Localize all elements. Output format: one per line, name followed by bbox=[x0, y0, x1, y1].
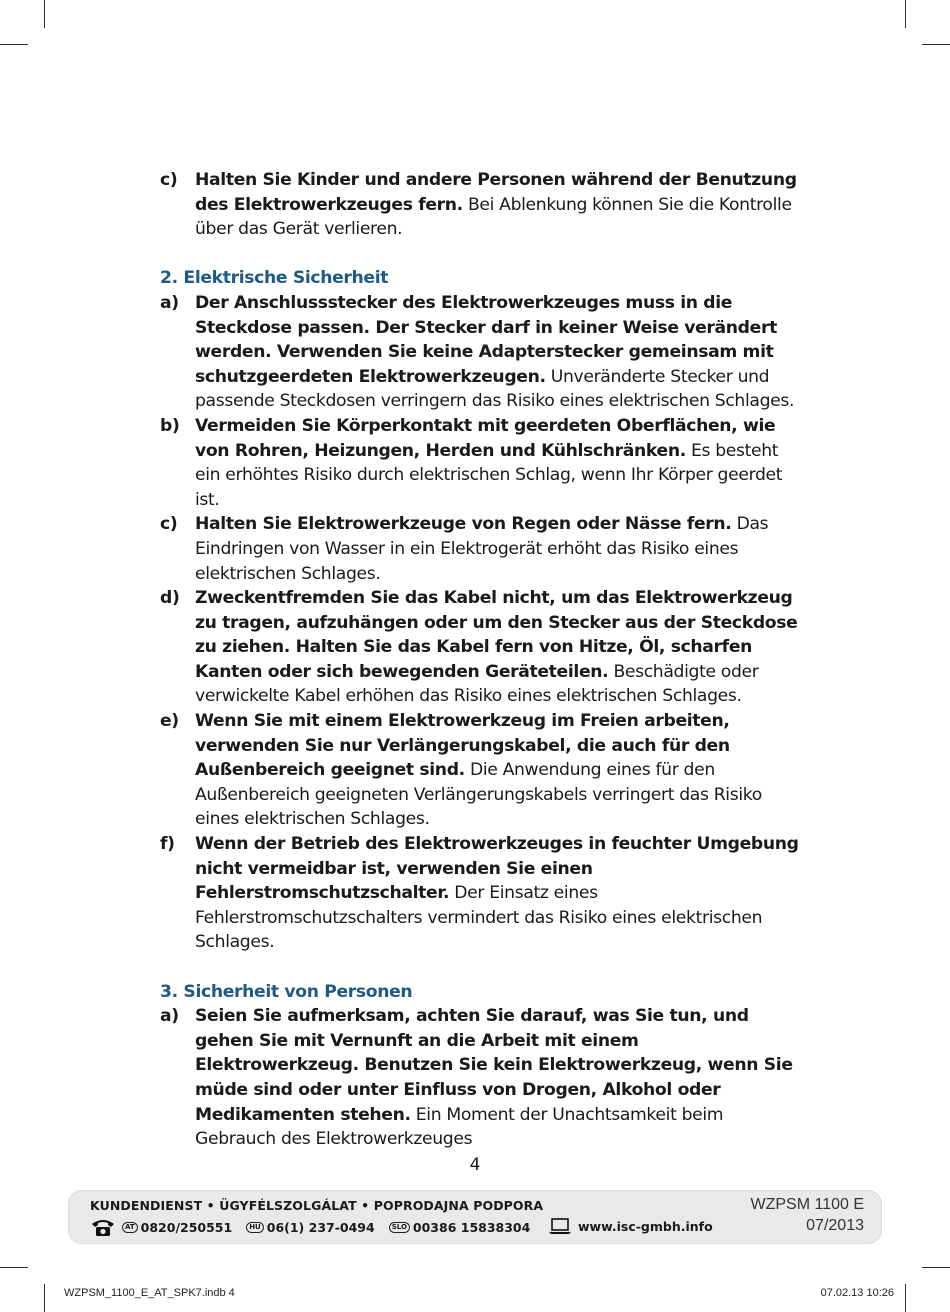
item-bold-text: Halten Sie Elektrowerkzeuge von Regen oder Nässe fern. bbox=[195, 514, 732, 535]
item-bold-text: Wenn der Betrieb des Elektrowerkzeuges in feuchter Umgebung nicht vermeidbar ist, verwenden Sie einen Fehlerstromschutzschalter. bbox=[195, 834, 799, 904]
document-body bbox=[160, 168, 800, 1152]
item-plain-text: Es besteht ein erhöhtes Risiko durch elektrischen Schlag, wenn Ihr Körper geerdet ist. bbox=[195, 440, 783, 510]
phone-number: 06(1) 237-0494 bbox=[266, 1219, 375, 1235]
item-text bbox=[195, 709, 800, 832]
laptop-icon bbox=[548, 1217, 572, 1235]
section-heading: 2. Elektrische Sicherheit bbox=[160, 268, 389, 289]
phone-slo bbox=[389, 1220, 531, 1235]
item-plain-text: Die Anwendung eines für den Außenbereich geeigneten Verlängerungskabels verringert das Risiko eines elektrischen Schlages. bbox=[195, 760, 762, 830]
item-label: b) bbox=[160, 415, 180, 436]
phone-line bbox=[90, 1217, 544, 1237]
item-bold-text: Vermeiden Sie Körperkontakt mit geerdeten Oberflächen, wie von Rohren, Heizungen, Herden und Kühlschränken. bbox=[195, 415, 776, 461]
item-plain-text: Der Einsatz eines Fehlerstromschutzschalters vermindert das Risiko eines elektrischen Schlages. bbox=[195, 883, 763, 953]
slug-timestamp: 07.02.13 10:26 bbox=[820, 1287, 894, 1299]
list-item bbox=[160, 168, 800, 242]
crop-mark bbox=[905, 0, 906, 28]
footer-bar bbox=[68, 1190, 882, 1244]
crop-mark bbox=[0, 1267, 28, 1268]
item-plain-text: Beschädigte oder verwickelte Kabel erhöhen das Risiko eines elektrischen Schlages. bbox=[195, 661, 759, 707]
item-label: c) bbox=[160, 170, 178, 190]
list-item bbox=[160, 414, 800, 512]
item-text bbox=[195, 512, 800, 586]
crop-mark bbox=[0, 44, 28, 45]
item-text bbox=[195, 586, 800, 709]
item-plain-text: Das Eindringen von Wasser in ein Elektrogerät erhöht das Risiko eines elektrischen Schlages. bbox=[195, 514, 769, 584]
crop-mark bbox=[922, 44, 950, 45]
crop-mark bbox=[905, 1284, 906, 1312]
list-item bbox=[160, 709, 800, 832]
country-badge: AT bbox=[122, 1222, 138, 1233]
slug-file: WZPSM_1100_E_AT_SPK7.indb 4 bbox=[64, 1287, 235, 1299]
item-text bbox=[195, 291, 800, 414]
phone-at bbox=[122, 1220, 232, 1235]
website-link[interactable]: www.isc-gmbh.info bbox=[578, 1218, 713, 1234]
item-text bbox=[195, 168, 800, 242]
item-plain-text: Bei Ablenkung können Sie die Kontrolle über das Gerät verlieren. bbox=[195, 194, 792, 240]
model-block bbox=[750, 1194, 864, 1236]
item-label: e) bbox=[160, 711, 179, 732]
model-date: 07/2013 bbox=[806, 1217, 864, 1234]
crop-mark bbox=[44, 1284, 45, 1312]
phone-number: 00386 15838304 bbox=[412, 1219, 531, 1235]
item-bold-text: Wenn Sie mit einem Elektrowerkzeug im Freien arbeiten, verwenden Sie nur Verlängerungskabel, die auch für den Außenbereich geeignet sind. bbox=[195, 711, 730, 781]
item-bold-text: Der Anschlussstecker des Elektrowerkzeuges muss in die Steckdose passen. Der Stecker darf in keiner Weise verändert werden. Verwenden Sie keine Adapterstecker gemeinsam mit schutzgeerdeten Elektrowerkzeugen. bbox=[195, 292, 777, 387]
item-text bbox=[195, 414, 800, 512]
list-item bbox=[160, 832, 800, 955]
country-badge: HU bbox=[246, 1222, 264, 1233]
item-plain-text: Ein Moment der Unachtsamkeit beim Gebrauch des Elektrowerkzeuges bbox=[195, 1104, 724, 1150]
country-badge: SLO bbox=[389, 1222, 410, 1233]
crop-mark bbox=[922, 1267, 950, 1268]
model-number: WZPSM 1100 E bbox=[750, 1196, 864, 1213]
section-heading: 3. Sicherheit von Personen bbox=[160, 981, 413, 1002]
website[interactable] bbox=[548, 1217, 713, 1235]
item-bold-text: Halten Sie Kinder und andere Personen während der Benutzung des Elektrowerkzeuges fern. bbox=[195, 170, 797, 215]
item-bold-text: Seien Sie aufmerksam, achten Sie darauf, was Sie tun, und gehen Sie mit Vernunft an die Arbeit mit einem Elektrowerkzeug. Benutzen Sie kein Elektrowerkzeug, wenn Sie müde sind oder unter Einfluss von Drogen, Alkohol oder Medikamenten stehen. bbox=[195, 1006, 793, 1125]
crop-mark bbox=[44, 0, 45, 28]
phone-hu bbox=[246, 1220, 375, 1235]
phone-icon bbox=[90, 1217, 116, 1237]
item-text bbox=[195, 1004, 800, 1152]
item-label: a) bbox=[160, 292, 179, 313]
page-number: 4 bbox=[469, 1155, 481, 1175]
list-item bbox=[160, 586, 800, 709]
list-item bbox=[160, 512, 800, 586]
list-item bbox=[160, 1004, 800, 1152]
item-label: f) bbox=[160, 834, 175, 855]
item-text bbox=[195, 832, 800, 955]
item-plain-text: Unveränderte Stecker und passende Steckdosen verringern das Risiko eines elektrischen Schlages. bbox=[195, 366, 795, 412]
phone-number: 0820/250551 bbox=[140, 1219, 233, 1235]
list-item bbox=[160, 291, 800, 414]
service-line: KUNDENDIENST • ÜGYFÉLSZOLGÁLAT • POPRODAJNA PODPORA bbox=[90, 1198, 544, 1213]
item-bold-text: Zweckentfremden Sie das Kabel nicht, um das Elektrowerkzeug zu tragen, aufzuhängen oder um den Stecker aus der Steckdose zu ziehen. Halten Sie das Kabel fern von Hitze, Öl, scharfen Kanten oder sich bewegenden Geräteteilen. bbox=[195, 588, 798, 682]
item-label: a) bbox=[160, 1006, 179, 1027]
item-label: d) bbox=[160, 588, 180, 609]
item-label: c) bbox=[160, 514, 178, 535]
